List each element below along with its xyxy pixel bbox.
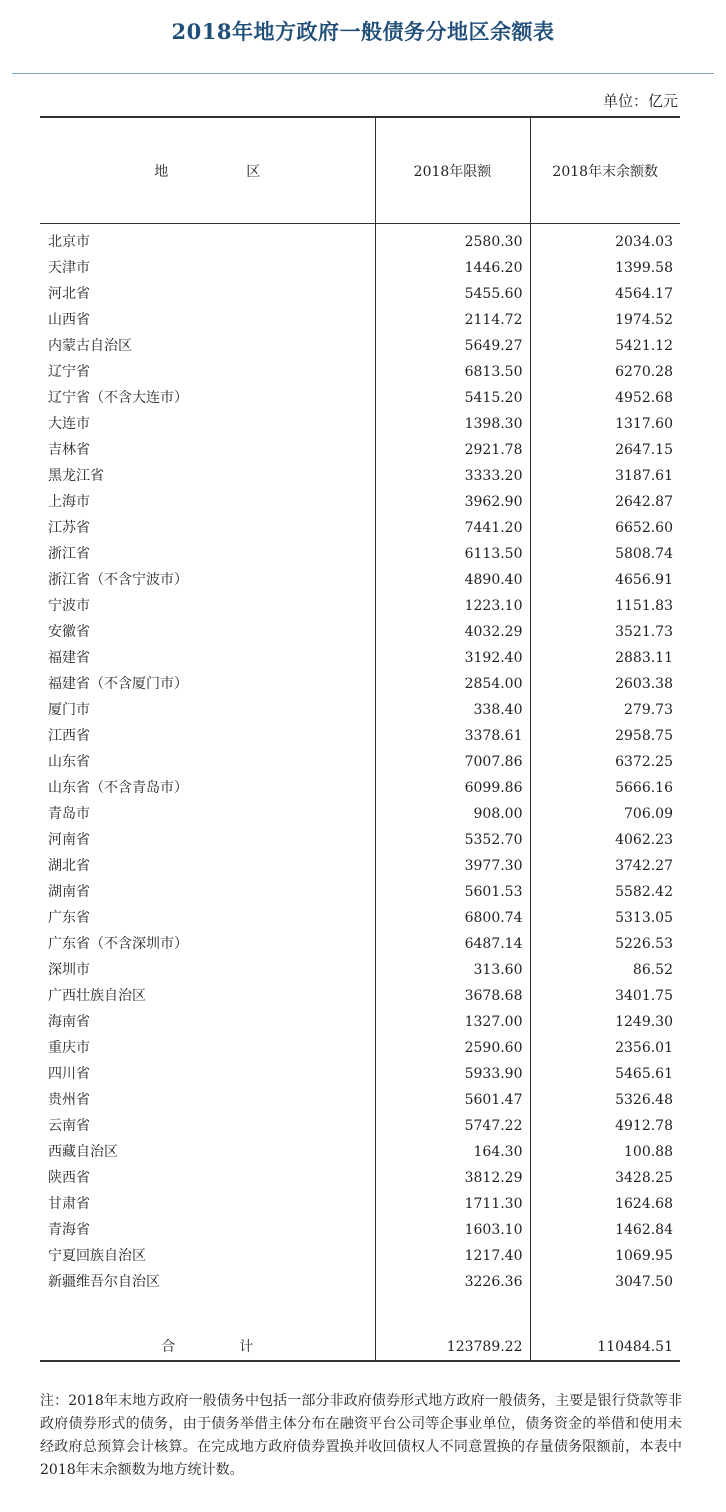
balance-cell: 3047.50 — [530, 1269, 680, 1295]
balance-cell: 1249.30 — [530, 1009, 680, 1035]
balance-cell: 2642.87 — [530, 489, 680, 515]
table-row — [40, 827, 680, 853]
limit-cell: 164.30 — [375, 1139, 530, 1165]
total-balance-cell: 110484.51 — [530, 1334, 680, 1361]
table-row — [40, 567, 680, 593]
limit-cell: 5455.60 — [375, 281, 530, 307]
limit-cell: 3192.40 — [375, 645, 530, 671]
region-name-cell: 浙江省（不含宁波市） — [48, 572, 188, 588]
region-name-cell: 深圳市 — [48, 962, 90, 978]
region-name-cell: 贵州省 — [48, 1092, 90, 1108]
table-body — [40, 224, 680, 1362]
spacer-row — [40, 1295, 680, 1334]
balance-cell: 4564.17 — [530, 281, 680, 307]
region-name-cell: 天津市 — [48, 260, 90, 276]
region-name-cell: 内蒙古自治区 — [48, 338, 132, 354]
balance-cell: 5808.74 — [530, 541, 680, 567]
table-row — [40, 437, 680, 463]
region-name-cell: 河北省 — [48, 286, 90, 302]
total-limit-cell: 123789.22 — [375, 1334, 530, 1361]
table-row — [40, 1009, 680, 1035]
table-row — [40, 593, 680, 619]
balance-cell: 3187.61 — [530, 463, 680, 489]
table-row — [40, 1061, 680, 1087]
limit-cell: 6800.74 — [375, 905, 530, 931]
limit-cell: 1223.10 — [375, 593, 530, 619]
limit-cell: 1446.20 — [375, 255, 530, 281]
header-balance: 2018年末余额数 — [530, 117, 680, 224]
balance-cell: 3521.73 — [530, 619, 680, 645]
limit-cell: 7007.86 — [375, 749, 530, 775]
total-row — [40, 1334, 680, 1361]
table-header-row — [40, 117, 680, 224]
limit-cell: 5352.70 — [375, 827, 530, 853]
region-name-cell: 海南省 — [48, 1014, 90, 1030]
table-row — [40, 697, 680, 723]
limit-cell: 5601.47 — [375, 1087, 530, 1113]
region-name-cell: 福建省 — [48, 650, 90, 666]
balance-cell: 6372.25 — [530, 749, 680, 775]
balance-cell: 1974.52 — [530, 307, 680, 333]
region-name-cell: 西藏自治区 — [48, 1144, 118, 1160]
table-row — [40, 463, 680, 489]
limit-cell: 338.40 — [375, 697, 530, 723]
region-name-cell: 山西省 — [48, 312, 90, 328]
table-row — [40, 775, 680, 801]
title-divider — [12, 73, 714, 74]
balance-cell: 5582.42 — [530, 879, 680, 905]
region-name-cell: 江苏省 — [48, 520, 90, 536]
balance-cell: 5465.61 — [530, 1061, 680, 1087]
limit-cell: 908.00 — [375, 801, 530, 827]
balance-cell: 5666.16 — [530, 775, 680, 801]
balance-cell: 6652.60 — [530, 515, 680, 541]
limit-cell: 1327.00 — [375, 1009, 530, 1035]
limit-cell: 4032.29 — [375, 619, 530, 645]
table-row — [40, 307, 680, 333]
region-name-cell: 安徽省 — [48, 624, 90, 640]
balance-cell: 1069.95 — [530, 1243, 680, 1269]
region-name-cell: 山东省 — [48, 754, 90, 770]
balance-cell: 1317.60 — [530, 411, 680, 437]
balance-cell: 2356.01 — [530, 1035, 680, 1061]
table-row — [40, 671, 680, 697]
balance-cell: 2034.03 — [530, 224, 680, 256]
limit-cell: 4890.40 — [375, 567, 530, 593]
region-name-cell: 河南省 — [48, 832, 90, 848]
region-name-cell: 湖北省 — [48, 858, 90, 874]
table-row — [40, 749, 680, 775]
region-name-cell: 浙江省 — [48, 546, 90, 562]
table-row — [40, 515, 680, 541]
limit-cell: 6099.86 — [375, 775, 530, 801]
balance-cell: 5226.53 — [530, 931, 680, 957]
total-label — [40, 1334, 375, 1361]
table-row — [40, 1217, 680, 1243]
table-row — [40, 1035, 680, 1061]
region-name-cell: 北京市 — [48, 234, 90, 250]
region-name-cell: 上海市 — [48, 494, 90, 510]
limit-cell: 7441.20 — [375, 515, 530, 541]
balance-cell: 706.09 — [530, 801, 680, 827]
balance-cell: 4952.68 — [530, 385, 680, 411]
region-name-cell: 大连市 — [48, 416, 90, 432]
region-name-cell: 四川省 — [48, 1066, 90, 1082]
balance-cell: 2883.11 — [530, 645, 680, 671]
header-region-char-2: 区 — [246, 163, 261, 180]
region-name-cell: 陕西省 — [48, 1170, 90, 1186]
limit-cell: 1217.40 — [375, 1243, 530, 1269]
region-name-cell: 云南省 — [48, 1118, 90, 1134]
limit-cell: 5747.22 — [375, 1113, 530, 1139]
table-row — [40, 541, 680, 567]
balance-cell: 1462.84 — [530, 1217, 680, 1243]
total-label-char-1: 合 — [161, 1339, 176, 1355]
balance-cell: 3428.25 — [530, 1165, 680, 1191]
table-row — [40, 619, 680, 645]
limit-cell: 3226.36 — [375, 1269, 530, 1295]
balance-cell: 279.73 — [530, 697, 680, 723]
limit-cell: 6813.50 — [375, 359, 530, 385]
balance-cell: 1624.68 — [530, 1191, 680, 1217]
total-label-char-2: 计 — [239, 1339, 254, 1355]
table-row — [40, 1087, 680, 1113]
balance-cell: 5326.48 — [530, 1087, 680, 1113]
balance-cell: 100.88 — [530, 1139, 680, 1165]
table-row — [40, 983, 680, 1009]
region-name-cell: 山东省（不含青岛市） — [48, 780, 188, 796]
table-row — [40, 1139, 680, 1165]
table-row — [40, 879, 680, 905]
page-title: 2018年地方政府一般债务分地区余额表 — [171, 19, 555, 44]
balance-cell: 5421.12 — [530, 333, 680, 359]
balance-cell: 4062.23 — [530, 827, 680, 853]
region-name-cell: 宁波市 — [48, 598, 90, 614]
region-name-cell: 黑龙江省 — [48, 468, 104, 484]
table-row — [40, 333, 680, 359]
region-name-cell: 厦门市 — [48, 702, 90, 718]
table-row — [40, 1269, 680, 1295]
balance-cell: 2958.75 — [530, 723, 680, 749]
balance-cell: 2647.15 — [530, 437, 680, 463]
table-row — [40, 359, 680, 385]
table-row — [40, 931, 680, 957]
table-row — [40, 723, 680, 749]
table-row — [40, 255, 680, 281]
region-name-cell: 新疆维吾尔自治区 — [48, 1274, 160, 1290]
balance-cell: 1399.58 — [530, 255, 680, 281]
balance-cell: 3742.27 — [530, 853, 680, 879]
balance-cell: 3401.75 — [530, 983, 680, 1009]
header-limit: 2018年限额 — [375, 117, 530, 224]
table-row — [40, 645, 680, 671]
balance-cell: 4912.78 — [530, 1113, 680, 1139]
region-name-cell: 吉林省 — [48, 442, 90, 458]
limit-cell: 1398.30 — [375, 411, 530, 437]
region-name-cell: 广东省 — [48, 910, 90, 926]
limit-cell: 3812.29 — [375, 1165, 530, 1191]
region-name-cell: 辽宁省（不含大连市） — [48, 390, 188, 406]
limit-cell: 3977.30 — [375, 853, 530, 879]
limit-cell: 6113.50 — [375, 541, 530, 567]
table-row — [40, 385, 680, 411]
limit-cell: 1603.10 — [375, 1217, 530, 1243]
region-name-cell: 福建省（不含厦门市） — [48, 676, 188, 692]
limit-cell: 313.60 — [375, 957, 530, 983]
limit-cell: 2114.72 — [375, 307, 530, 333]
region-name-cell: 湖南省 — [48, 884, 90, 900]
region-name-cell: 宁夏回族自治区 — [48, 1248, 146, 1264]
region-name-cell: 广东省（不含深圳市） — [48, 936, 188, 952]
region-name-cell: 青海省 — [48, 1222, 90, 1238]
limit-cell: 2854.00 — [375, 671, 530, 697]
unit-label: 单位：亿元 — [602, 92, 678, 110]
region-name-cell: 重庆市 — [48, 1040, 90, 1056]
limit-cell: 5601.53 — [375, 879, 530, 905]
table-row — [40, 801, 680, 827]
limit-cell: 2590.60 — [375, 1035, 530, 1061]
region-name-cell: 辽宁省 — [48, 364, 90, 380]
limit-cell: 6487.14 — [375, 931, 530, 957]
balance-cell: 86.52 — [530, 957, 680, 983]
table-row — [40, 905, 680, 931]
limit-cell: 3962.90 — [375, 489, 530, 515]
limit-cell: 5933.90 — [375, 1061, 530, 1087]
table-row — [40, 957, 680, 983]
table-row — [40, 1243, 680, 1269]
table-row — [40, 853, 680, 879]
region-name-cell: 甘肃省 — [48, 1196, 90, 1212]
footnote: 注：2018年末地方政府一般债务中包括一部分非政府债券形式地方政府一般债务，主要是银行贷款等非政府债券形式的债务，由于债务举借主体分布在融资平台公司等企事业单位，债务资金的举借和使用未经政府总预算会计核算。在完成地方政府债券置换并收回债权人不同意置换的存量债务限额前，本表中2018年末余额数为地方统计数。 — [40, 1393, 682, 1478]
limit-cell: 3378.61 — [375, 723, 530, 749]
limit-cell: 5649.27 — [375, 333, 530, 359]
header-region-char-1: 地 — [154, 163, 169, 180]
table-row — [40, 281, 680, 307]
balance-cell: 5313.05 — [530, 905, 680, 931]
limit-cell: 2580.30 — [375, 224, 530, 256]
limit-cell: 2921.78 — [375, 437, 530, 463]
balance-cell: 4656.91 — [530, 567, 680, 593]
table-row — [40, 1191, 680, 1217]
region-name-cell: 江西省 — [48, 728, 90, 744]
limit-cell: 3333.20 — [375, 463, 530, 489]
table-row — [40, 1113, 680, 1139]
region-name-cell: 青岛市 — [48, 806, 90, 822]
table-row — [40, 411, 680, 437]
balance-cell: 6270.28 — [530, 359, 680, 385]
balance-cell: 2603.38 — [530, 671, 680, 697]
table-row — [40, 489, 680, 515]
debt-balance-table — [40, 116, 680, 1362]
limit-cell: 3678.68 — [375, 983, 530, 1009]
limit-cell: 5415.20 — [375, 385, 530, 411]
region-name-cell: 广西壮族自治区 — [48, 988, 146, 1004]
header-region — [40, 117, 375, 224]
balance-cell: 1151.83 — [530, 593, 680, 619]
limit-cell: 1711.30 — [375, 1191, 530, 1217]
table-row — [40, 1165, 680, 1191]
table-row — [40, 224, 680, 256]
